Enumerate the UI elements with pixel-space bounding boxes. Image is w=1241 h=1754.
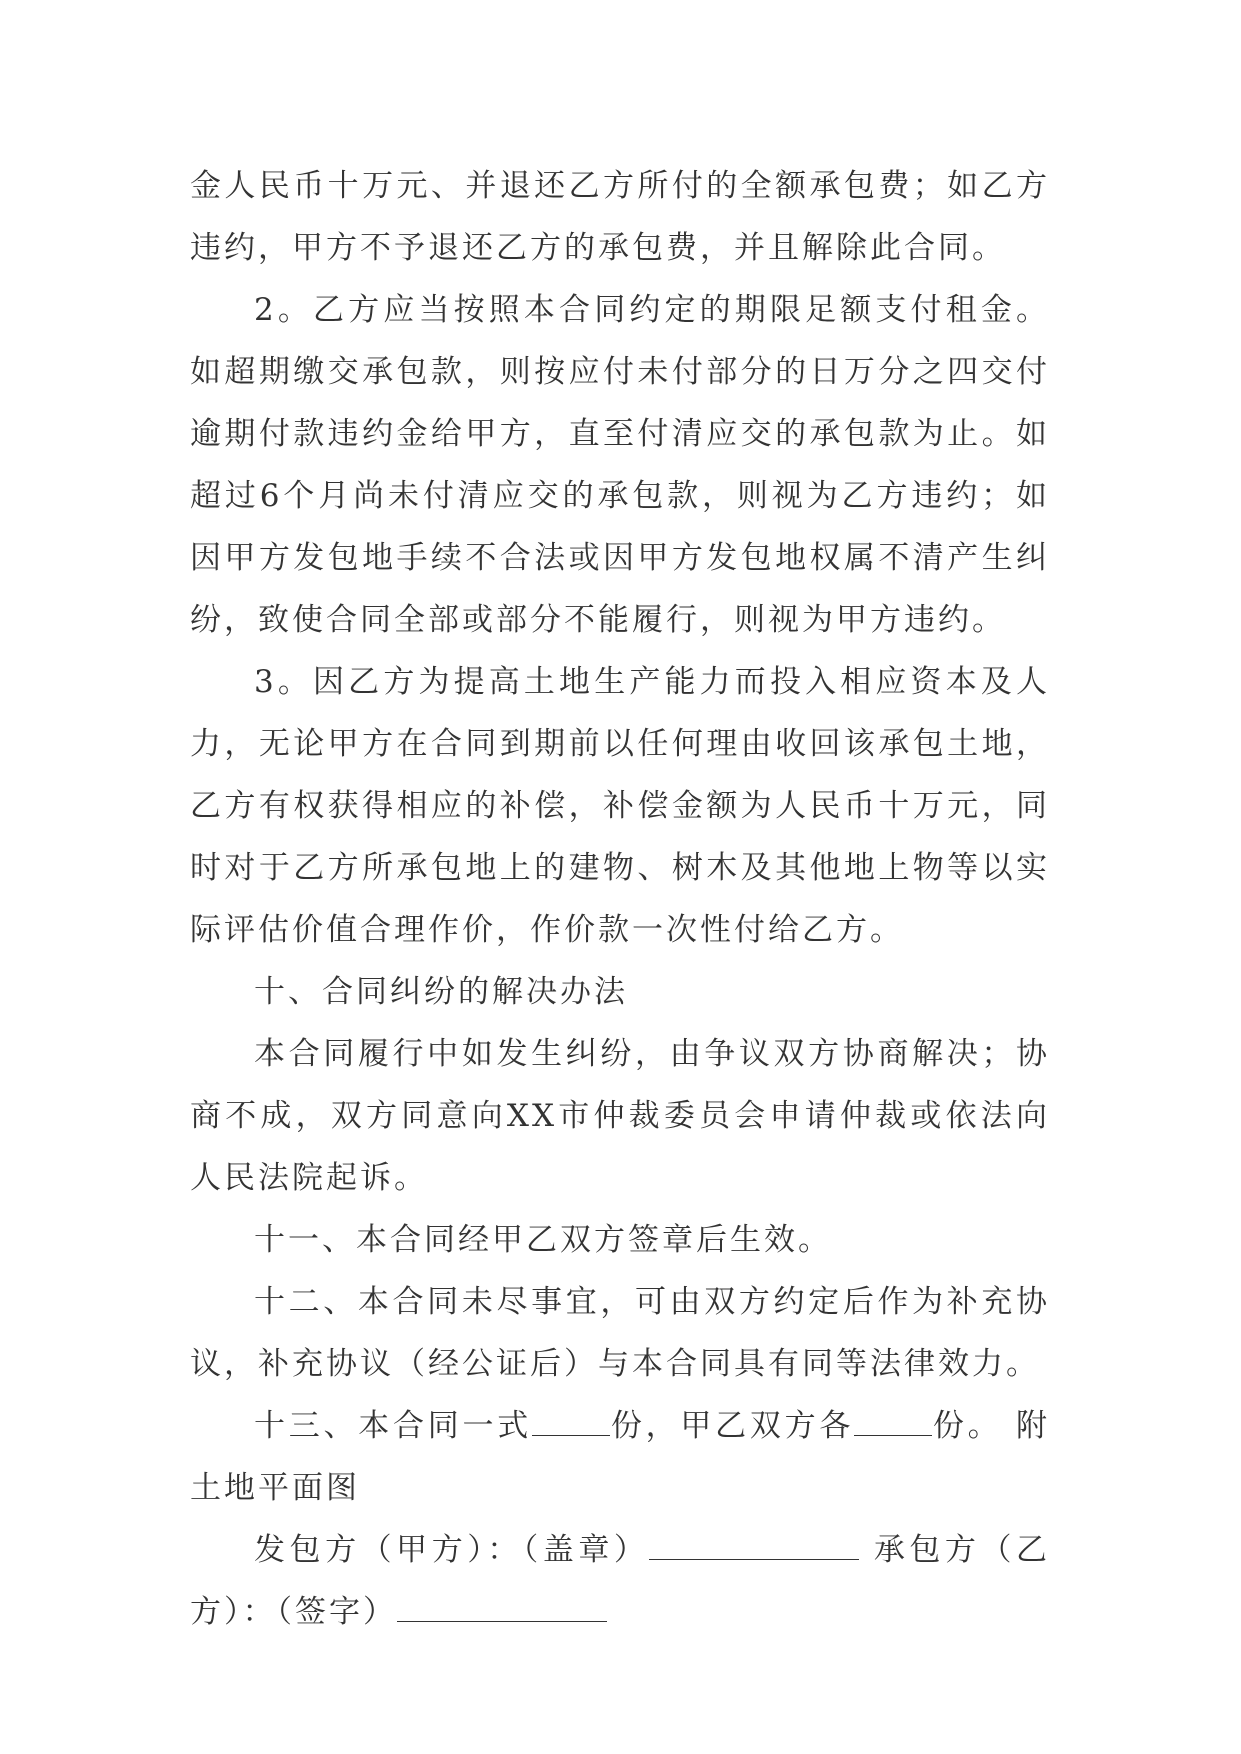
copies-prefix: 十三、本合同一式 — [254, 1408, 533, 1444]
copies-middle: 份，甲乙双方各 — [610, 1408, 855, 1444]
paragraph-clause-3-compensation: 3。因乙方为提高土地生产能力而投入相应资本及人力，无论甲方在合同到期前以任何理由收回该承包土地，乙方有权获得相应的补偿，补偿金额为人民币十万元，同时对于乙方所承包地上的建物、树木及其他地上物等以实际评估价值合理作价，作价款一次性付给乙方。 — [190, 664, 1050, 948]
copies-suffix: 份。 附土地平面图 — [190, 1408, 1051, 1506]
paragraph-breach-penalty: 金人民币十万元、并退还乙方所付的全额承包费；如乙方违约，甲方不予退还乙方的承包费，并且解除此合同。 — [190, 168, 1050, 266]
signature-block — [190, 1519, 1050, 1643]
paragraph-clause-13-copies — [190, 1395, 1050, 1519]
party-b-signature-line — [397, 1595, 607, 1622]
paragraph-clause-12-supplement: 十二、本合同未尽事宜，可由双方约定后作为补充协议，补充协议（经公证后）与本合同具有同等法律效力。 — [190, 1284, 1050, 1382]
paragraph-dispute-resolution: 本合同履行中如发生纠纷，由争议双方协商解决；协商不成，双方同意向XX市仲裁委员会申请仲裁或依法向人民法院起诉。 — [190, 1036, 1050, 1196]
copies-each-blank — [854, 1409, 932, 1436]
contract-text — [190, 155, 1050, 1643]
paragraph-clause-2-rent-payment: 2。乙方应当按照本合同约定的期限足额支付租金。如超期缴交承包款，则按应付未付部分的日万分之四交付逾期付款违约金给甲方，直至付清应交的承包款为止。如超过6个月尚未付清应交的承包款，则视为乙方违约；如因甲方发包地手续不合法或因甲方发包地权属不清产生纠纷，致使合同全部或部分不能履行，则视为甲方违约。 — [190, 292, 1050, 638]
party-a-label: 发包方（甲方）：（盖章） — [254, 1532, 650, 1568]
paragraph-clause-11-effect: 十一、本合同经甲乙双方签章后生效。 — [254, 1222, 832, 1258]
party-a-signature-line — [649, 1533, 859, 1560]
party-b-label: 承包方（乙方）：（签字） — [190, 1532, 1051, 1630]
copies-total-blank — [532, 1409, 610, 1436]
section-heading-dispute-resolution: 十、合同纠纷的解决办法 — [254, 974, 628, 1010]
